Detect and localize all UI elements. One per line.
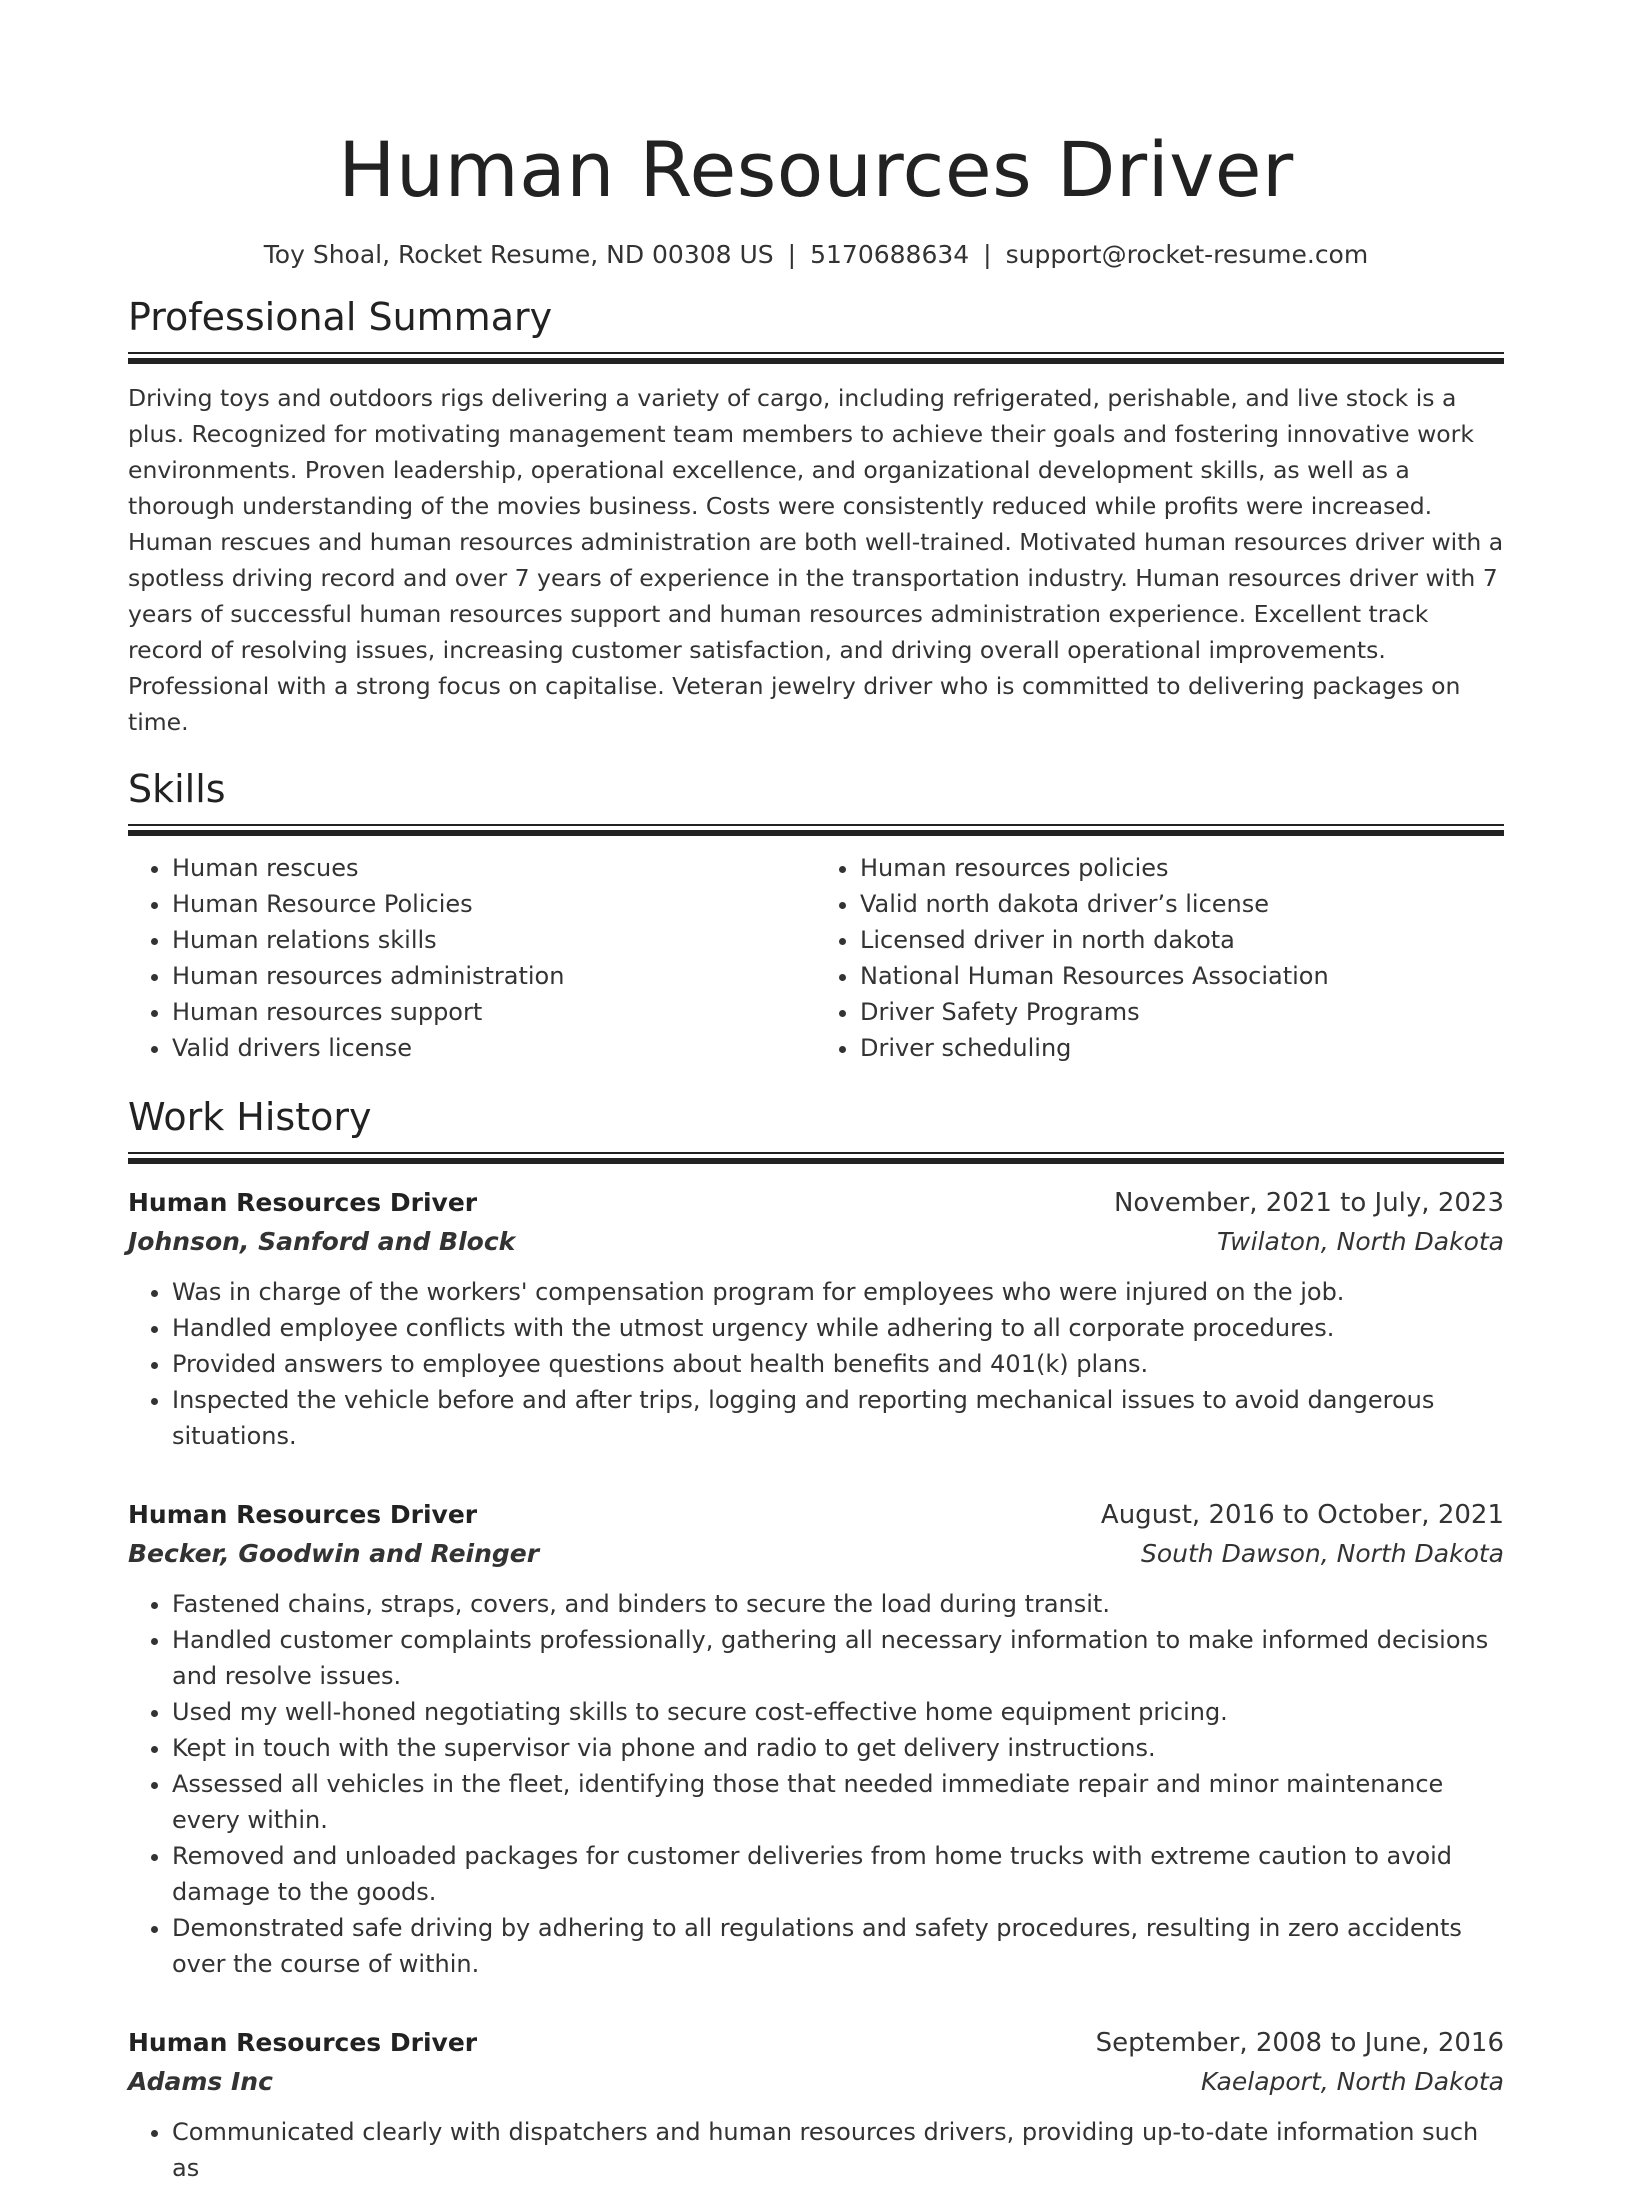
skill-item: • Human rescues <box>172 850 816 886</box>
job-subheader <box>128 1222 1504 1262</box>
job-bullets <box>128 2114 1504 2186</box>
job-header <box>128 1496 1504 1534</box>
skill-item: • Licensed driver in north dakota <box>860 922 1504 958</box>
job-entry <box>128 2024 1504 2186</box>
section-divider <box>128 352 1504 364</box>
skill-item: • Human relations skills <box>172 922 816 958</box>
job-bullet: • Handled customer complaints professionally, gathering all necessary information to make informed decisions and resolve issues. <box>172 1622 1504 1694</box>
job-bullets <box>128 1274 1504 1454</box>
skill-item: • Driver Safety Programs <box>860 994 1504 1030</box>
job-location: Twilaton, North Dakota <box>1216 1227 1504 1256</box>
skill-item: • Human resources administration <box>172 958 816 994</box>
skill-item: • Valid north dakota driver’s license <box>860 886 1504 922</box>
skill-item: • Human Resource Policies <box>172 886 816 922</box>
job-company: Becker, Goodwin and Reinger <box>128 1539 540 1568</box>
job-dates: November, 2021 to July, 2023 <box>1113 1188 1504 1218</box>
skill-item: • National Human Resources Association <box>860 958 1504 994</box>
resume-page <box>128 0 1504 2186</box>
job-header <box>128 1184 1504 1222</box>
job-bullet: • Fastened chains, straps, covers, and binders to secure the load during transit. <box>172 1586 1504 1622</box>
job-bullet: • Provided answers to employee questions about health benefits and 401(k) plans. <box>172 1346 1504 1382</box>
skills-list <box>128 850 1504 1066</box>
job-company: Johnson, Sanford and Block <box>128 1227 516 1256</box>
job-location: South Dawson, North Dakota <box>1140 1539 1504 1568</box>
contact-address: Toy Shoal, Rocket Resume, ND 00308 US <box>263 240 774 269</box>
job-title: Human Resources Driver <box>128 1500 478 1529</box>
job-company: Adams Inc <box>128 2067 273 2096</box>
section-divider <box>128 824 1504 836</box>
job-dates: September, 2008 to June, 2016 <box>1095 2028 1504 2058</box>
summary-text: Driving toys and outdoors rigs delivering a variety of cargo, including refrigerated, perishable, and live stock is a plus. Recognized for motivating management team members to achieve their goals and fostering innovative work environments. Proven leadership, operational excellence, and organizational development skills, as well as a thorough understanding of the movies business. Costs were consistently reduced while profits were increased. Human rescues and human resources administration are both well-trained. Motivated human resources driver with a spotless driving record and over 7 years of experience in the transportation industry. Human resources driver with 7 years of successful human resources support and human resources administration experience. Excellent track record of resolving issues, increasing customer satisfaction, and driving overall operational improvements. Professional with a strong focus on capitalise. Veteran jewelry driver who is committed to delivering packages on time. <box>128 384 1504 736</box>
job-bullet: • Demonstrated safe driving by adhering to all regulations and safety procedures, resulting in zero accidents over the course of within. <box>172 1910 1504 1982</box>
job-bullet: • Was in charge of the workers' compensation program for employees who were injured on the job. <box>172 1274 1504 1310</box>
resume-name: Human Resources Driver <box>338 125 1294 214</box>
job-title: Human Resources Driver <box>128 1188 478 1217</box>
job-bullets <box>128 1586 1504 1982</box>
job-bullet: • Kept in touch with the supervisor via phone and radio to get delivery instructions. <box>172 1730 1504 1766</box>
job-dates: August, 2016 to October, 2021 <box>1100 1500 1504 1530</box>
job-subheader <box>128 2062 1504 2102</box>
job-bullet: • Handled employee conflicts with the utmost urgency while adhering to all corporate procedures. <box>172 1310 1504 1346</box>
skill-item: • Human resources policies <box>860 850 1504 886</box>
job-entry <box>128 1184 1504 1454</box>
job-bullet: • Inspected the vehicle before and after trips, logging and reporting mechanical issues to avoid dangerous situations. <box>172 1382 1504 1454</box>
section-title-skills: Skills <box>128 767 226 811</box>
skill-item: • Driver scheduling <box>860 1030 1504 1066</box>
section-title-work-history: Work History <box>128 1095 372 1139</box>
job-title: Human Resources Driver <box>128 2028 478 2057</box>
job-bullet: • Used my well-honed negotiating skills to secure cost-effective home equipment pricing. <box>172 1694 1504 1730</box>
job-bullet: • Communicated clearly with dispatchers and human resources drivers, providing up-to-date information such as <box>172 2114 1504 2186</box>
contact-email: support@rocket-resume.com <box>1005 240 1369 269</box>
job-bullet: • Assessed all vehicles in the fleet, identifying those that needed immediate repair and minor maintenance every within. <box>172 1766 1504 1838</box>
job-header <box>128 2024 1504 2062</box>
job-entry <box>128 1496 1504 1982</box>
section-divider <box>128 1152 1504 1164</box>
job-location: Kaelaport, North Dakota <box>1201 2067 1504 2096</box>
contact-separator: | <box>983 240 992 269</box>
contact-phone: 5170688634 <box>810 240 970 269</box>
skills-column-left <box>128 850 816 1066</box>
section-title-summary: Professional Summary <box>128 295 553 339</box>
contact-separator: | <box>787 240 797 269</box>
contact-line <box>128 238 1504 272</box>
job-subheader <box>128 1534 1504 1574</box>
skills-column-right <box>816 850 1504 1066</box>
skill-item: • Valid drivers license <box>172 1030 816 1066</box>
skill-item: • Human resources support <box>172 994 816 1030</box>
job-bullet: • Removed and unloaded packages for customer deliveries from home trucks with extreme caution to avoid damage to the goods. <box>172 1838 1504 1910</box>
